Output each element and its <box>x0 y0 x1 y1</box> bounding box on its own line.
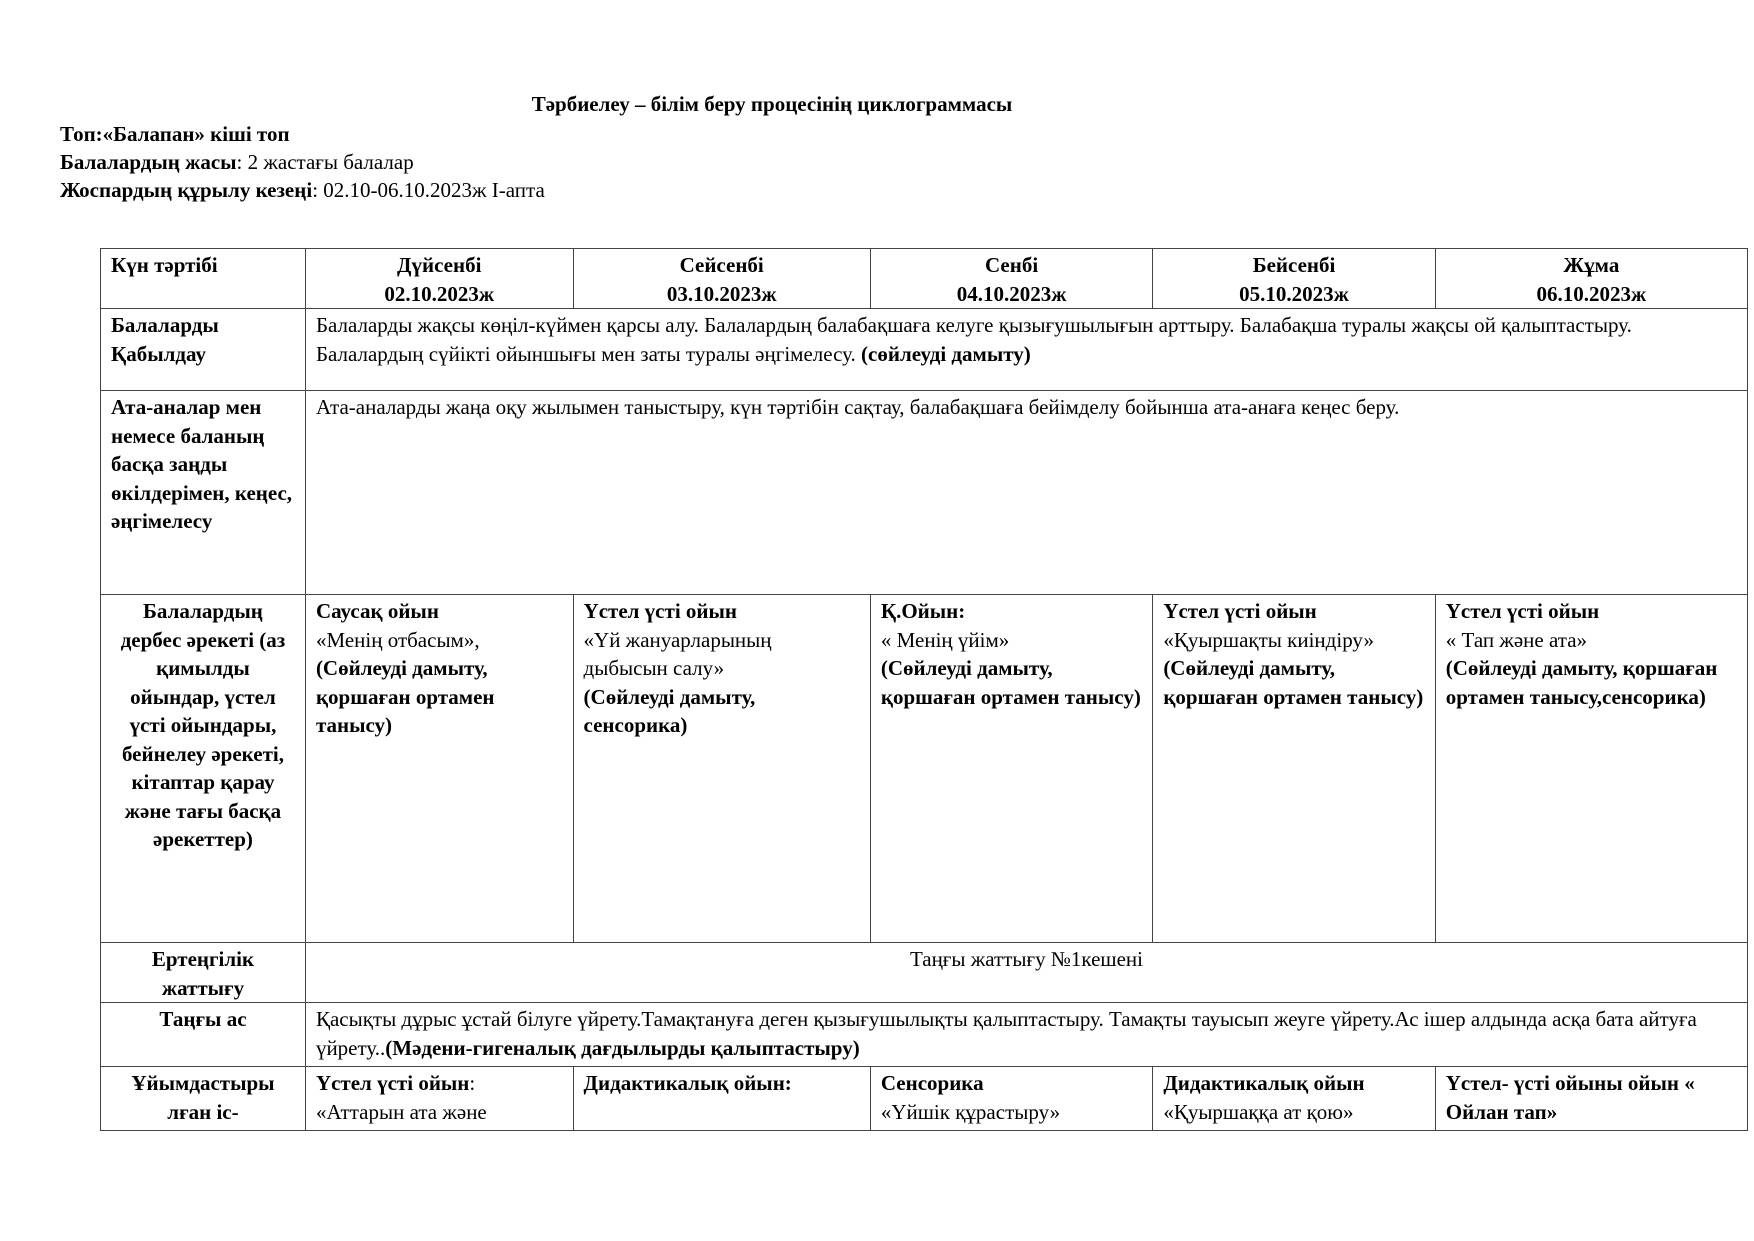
breakfast-label: Таңғы ас <box>101 1003 306 1067</box>
age-label: Балалардың жасы <box>60 150 237 174</box>
breakfast-row <box>101 1003 1748 1067</box>
age-value: : 2 жастағы балалар <box>236 150 414 174</box>
header-day: Дүйсенбі 02.10.2023ж <box>305 249 573 309</box>
organized-cell: Сенсорика «Үйшік құрастыру» <box>870 1067 1152 1131</box>
organized-label: Ұйымдастыры лған іс- <box>101 1067 306 1131</box>
header-day: Бейсенбі 05.10.2023ж <box>1153 249 1435 309</box>
activity-cell: Үстел үсті ойын « Тап және ата» (Сөйлеуді дамыту, қоршаған ортамен танысу,сенсорика) <box>1435 595 1747 943</box>
breakfast-text: Қасықты дұрыс ұстай білуге үйрету.Тамақтануға деген қызығушылықты қалыптастыру. Тамақты тауысып жеуге үйрету.Ас ішер алдында асқа бата айтуға үйрету..(Мәдени-гигеналық дағдылырды қалыптастыру) <box>305 1003 1747 1067</box>
group-value: «Балапан» кіші топ <box>102 122 290 146</box>
reception-row <box>101 309 1748 391</box>
group-label: Топ: <box>60 122 103 146</box>
organized-cell: Үстел үсті ойын: «Аттарын ата және <box>305 1067 573 1131</box>
group-line <box>60 122 290 147</box>
exercise-row <box>101 943 1748 1003</box>
header-day: Сейсенбі 03.10.2023ж <box>573 249 870 309</box>
schedule-table <box>100 248 1748 1131</box>
organized-row <box>101 1067 1748 1131</box>
header-day: Жұма 06.10.2023ж <box>1435 249 1747 309</box>
period-label: Жоспардың құрылу кезеңі <box>60 178 313 202</box>
activity-cell: Қ.Ойын: « Менің үйім» (Сөйлеуді дамыту, қоршаған ортамен танысу) <box>870 595 1152 943</box>
age-line <box>60 150 414 175</box>
header-row <box>101 249 1748 309</box>
parents-label: Ата-аналар мен немесе баланың басқа заңды өкілдерімен, кеңес, әңгімелесу <box>101 391 306 595</box>
header-schedule: Күн тәртібі <box>101 249 306 309</box>
period-value: : 02.10-06.10.2023ж І-апта <box>312 178 545 202</box>
organized-cell: Дидактикалық ойын: <box>573 1067 870 1131</box>
activity-label: Балалардың дербес әрекеті (аз қимылды ойындар, үстел үсті ойындары, бейнелеу әрекеті, кітаптар қарау және тағы басқа әрекеттер) <box>101 595 306 943</box>
activity-row <box>101 595 1748 943</box>
parents-row <box>101 391 1748 595</box>
document-title: Тәрбиелеу – білім беру процесінің циклограммасы <box>531 92 1013 116</box>
activity-cell: Үстел үсті ойын «Үй жануарларының дыбысын салу» (Сөйлеуді дамыту, сенсорика) <box>573 595 870 943</box>
activity-cell: Үстел үсті ойын «Қуыршақты киіндіру» (Сөйлеуді дамыту, қоршаған ортамен танысу) <box>1153 595 1435 943</box>
exercise-label: Ертеңгілік жаттығу <box>101 943 306 1003</box>
organized-cell: Дидактикалық ойын «Қуыршаққа ат қою» <box>1153 1067 1435 1131</box>
header-day: Сенбі 04.10.2023ж <box>870 249 1152 309</box>
parents-text: Ата-аналарды жаңа оқу жылымен таныстыру, күн тәртібін сақтау, балабақшаға бейімделу бойынша ата-анаға кеңес беру. <box>305 391 1747 595</box>
reception-text: Балаларды жақсы көңіл-күймен қарсы алу. Балалардың балабақшаға келуге қызығушылығын арттыру. Балабақша туралы жақсы ой қалыптастыру. Балалардың сүйікті ойыншығы мен заты туралы әңгімелесу. (сөйлеуді дамыту) <box>305 309 1747 391</box>
reception-label: Балаларды Қабылдау <box>101 309 306 391</box>
activity-cell: Саусақ ойын «Менің отбасым», (Сөйлеуді дамыту, қоршаған ортамен танысу) <box>305 595 573 943</box>
organized-cell: Үстел- үсті ойыны ойын « Ойлан тап» <box>1435 1067 1747 1131</box>
exercise-text: Таңғы жаттығу №1кешені <box>305 943 1747 1003</box>
period-line <box>60 178 545 203</box>
